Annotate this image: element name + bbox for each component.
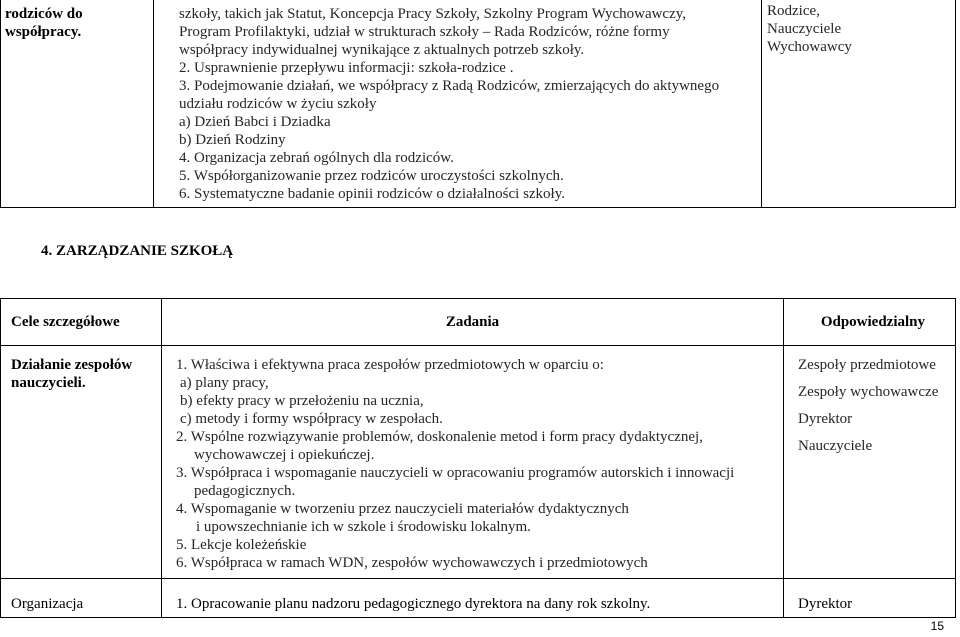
task-line: 1. Właściwa i efektywna praca zespołów przedmiotowych w oparciu o: [176, 357, 604, 373]
header-goals: Cele szczegółowe [1, 299, 162, 346]
task-line: pedagogicznych. [194, 483, 296, 499]
responsible-cell [762, 0, 956, 208]
goal-line: nauczycieli. [11, 375, 86, 391]
table-row [1, 579, 956, 618]
task-line: 2. Usprawnienie przepływu informacji: szkoła-rodzice . [179, 60, 514, 76]
task-line: 6. Systematyczne badanie opinii rodziców o działalności szkoły. [179, 186, 566, 202]
task-line: współpracy indywidualnej wynikające z aktualnych potrzeb szkoły. [179, 42, 585, 58]
table-row [1, 0, 956, 208]
responsible-line: Zespoły przedmiotowe [798, 357, 936, 373]
table-row [1, 346, 956, 579]
task-line: 4. Wspomaganie w tworzeniu przez nauczycieli materiałów dydaktycznych [176, 501, 629, 517]
goal-line: współpracy. [5, 24, 82, 40]
task-line: c) metody i formy współpracy w zespołach. [180, 411, 443, 427]
task-line: 5. Lekcje koleżeńskie [176, 537, 307, 553]
goal-cell [1, 0, 154, 208]
responsible-line: Zespoły wychowawcze [798, 384, 939, 400]
responsible-line: Nauczyciele [798, 438, 873, 454]
goal-cell: Organizacja [1, 579, 162, 618]
task-line: 6. Współpraca w ramach WDN, zespołów wychowawczych i przedmiotowych [176, 555, 648, 571]
table-header-row [1, 299, 956, 346]
task-line: 3. Podejmowanie działań, we współpracy z Radą Rodziców, zmierzających do aktywnego [179, 78, 720, 94]
header-responsible: Odpowiedzialny [784, 299, 956, 346]
tasks-cell [154, 0, 762, 208]
tasks-cell [162, 346, 784, 579]
header-tasks: Zadania [162, 299, 784, 346]
task-line: b) Dzień Rodziny [179, 132, 286, 148]
responsible-line: Nauczyciele [767, 21, 842, 37]
task-line: wychowawczej i opiekuńczej. [194, 447, 375, 463]
responsible-line: Rodzice, [767, 3, 820, 19]
task-line: a) Dzień Babci i Dziadka [179, 114, 331, 130]
task-line: 2. Wspólne rozwiązywanie problemów, doskonalenie metod i form pracy dydaktycznej, [176, 429, 703, 445]
responsible-line: Dyrektor [798, 411, 853, 427]
tasks-cell: 1. Opracowanie planu nadzoru pedagogicznego dyrektora na dany rok szkolny. [162, 579, 784, 618]
goal-line: rodziców do [5, 6, 83, 22]
task-line: szkoły, takich jak Statut, Koncepcja Pracy Szkoły, Szkolny Program Wychowawczy, [179, 6, 687, 22]
goal-cell [1, 346, 162, 579]
task-line: i upowszechnianie ich w szkole i środowisku lokalnym. [196, 519, 531, 535]
goal-line: Działanie zespołów [11, 357, 133, 373]
page-number: 15 [930, 619, 944, 633]
section-heading: 4. ZARZĄDZANIE SZKOŁĄ [41, 243, 234, 259]
task-line: a) plany pracy, [180, 375, 269, 391]
responsible-cell [784, 346, 956, 579]
responsible-line: Wychowawcy [767, 39, 852, 55]
task-line: 5. Współorganizowanie przez rodziców uroczystości szkolnych. [179, 168, 564, 184]
task-line: udziału rodziców w życiu szkoły [179, 96, 377, 112]
responsible-cell: Dyrektor [784, 579, 956, 618]
task-line: 3. Współpraca i wspomaganie nauczycieli w opracowaniu programów autorskich i innowacji [176, 465, 735, 481]
task-line: b) efekty pracy w przełożeniu na ucznia, [180, 393, 424, 409]
parents-cooperation-table [0, 0, 956, 208]
task-line: Program Profilaktyki, udział w strukturach szkoły – Rada Rodziców, różne formy [179, 24, 670, 40]
school-management-table [0, 298, 956, 618]
task-line: 4. Organizacja zebrań ogólnych dla rodziców. [179, 150, 454, 166]
